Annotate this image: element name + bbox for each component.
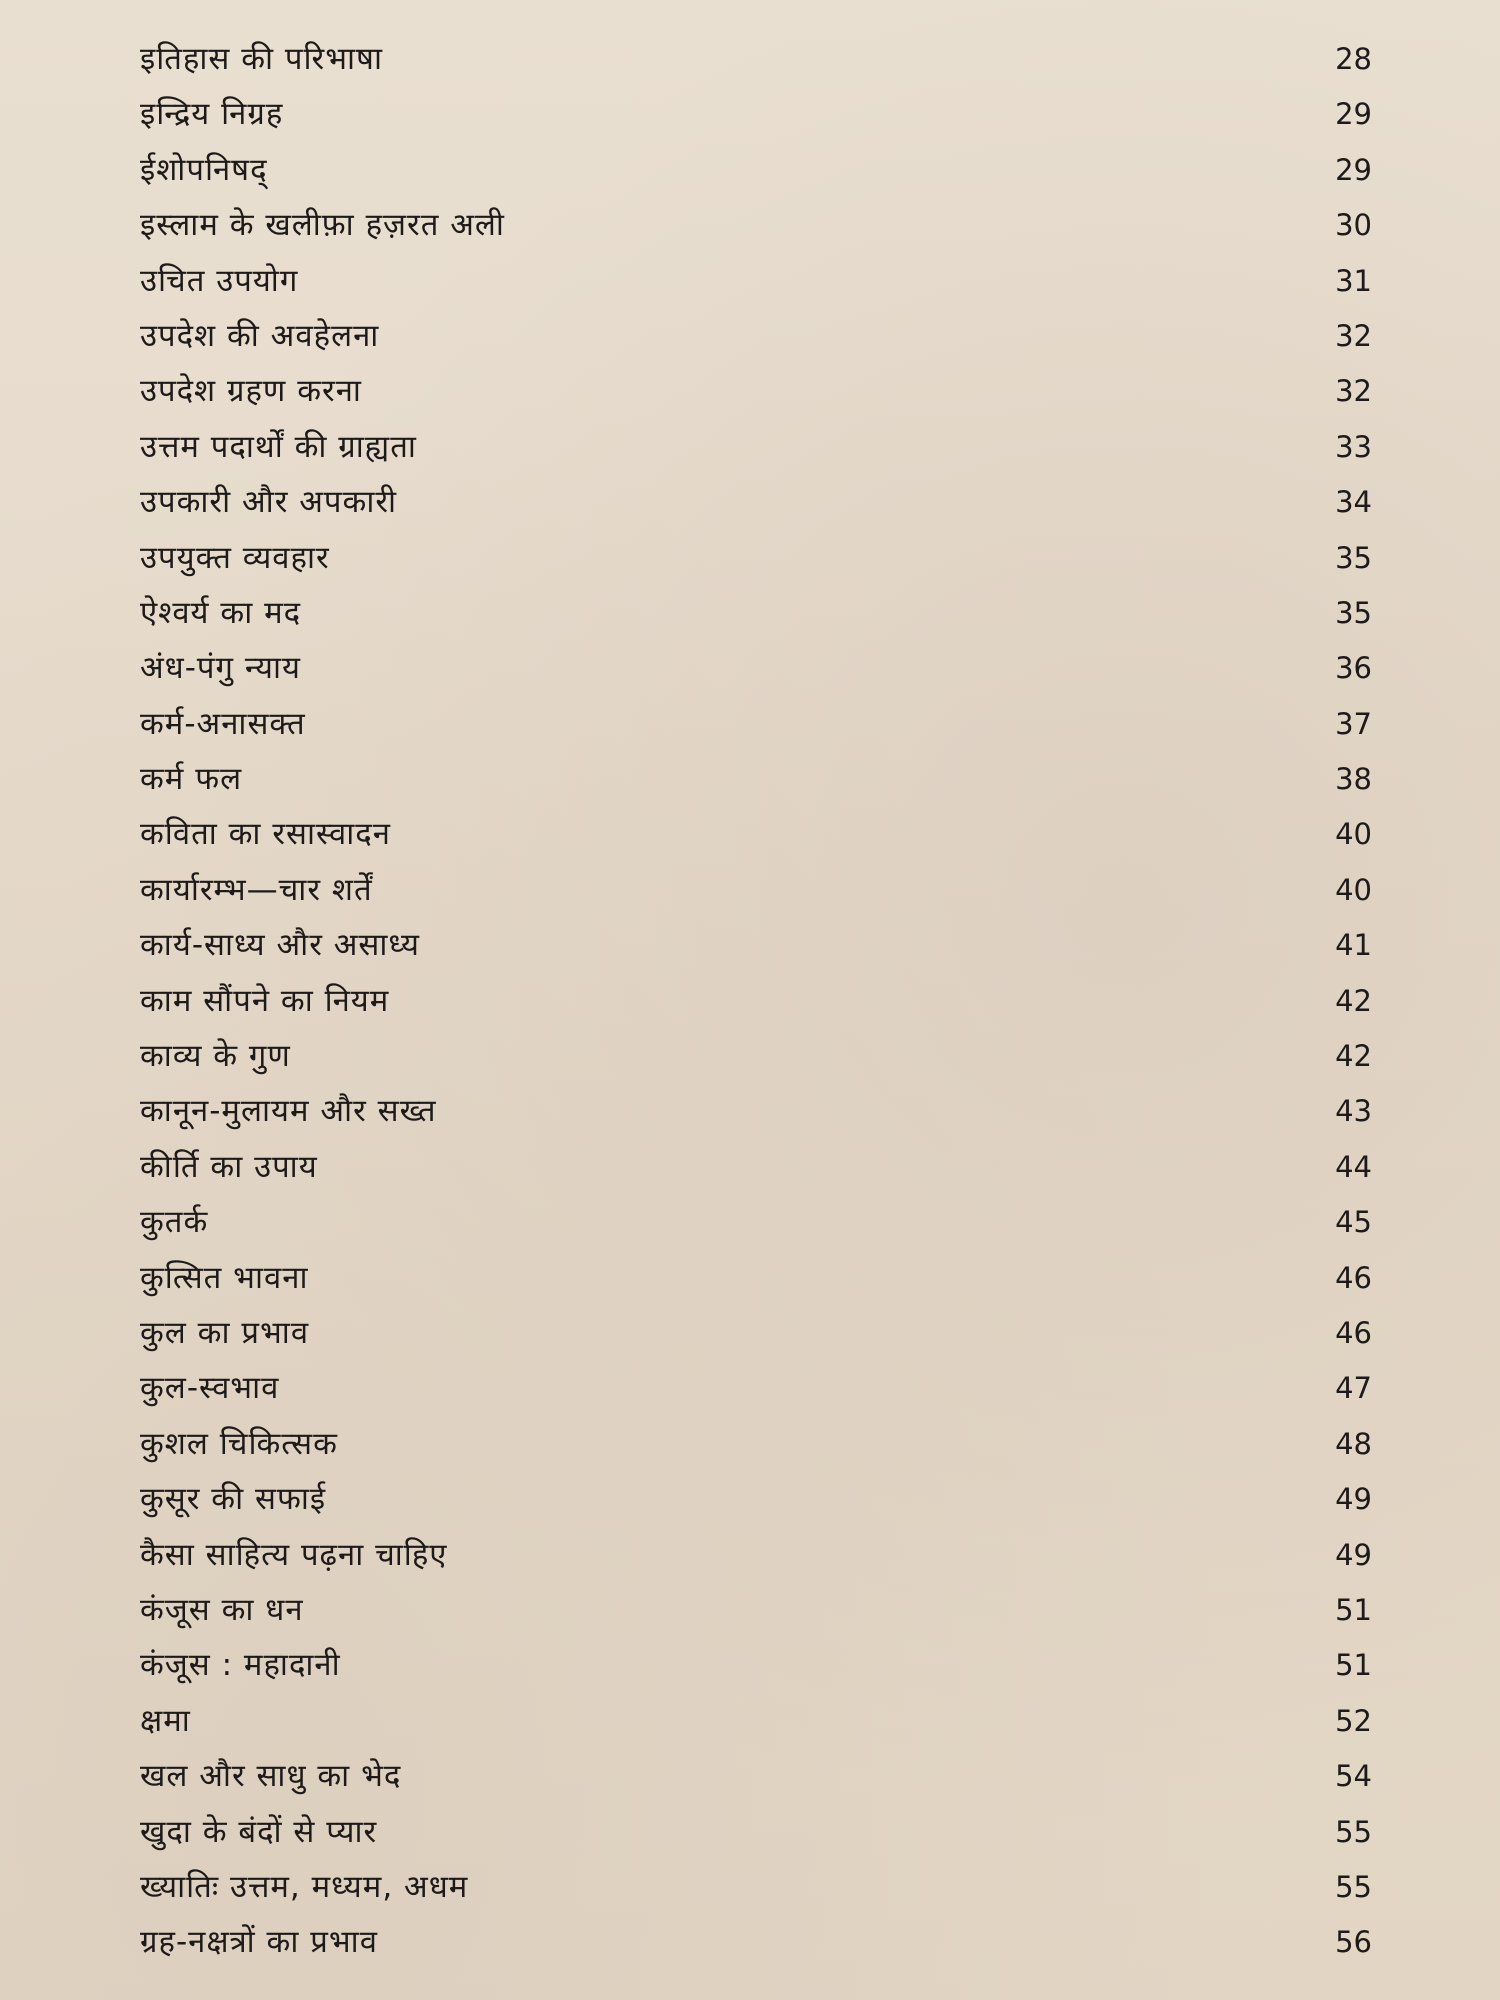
toc-entry xyxy=(140,1029,1372,1084)
toc-entry-page-number: 41 xyxy=(1335,928,1372,963)
toc-entry xyxy=(140,1306,1372,1361)
toc-entry xyxy=(140,1749,1372,1804)
toc-entry-title: कंजूस का धन xyxy=(140,1591,304,1628)
toc-entry-page-number: 46 xyxy=(1335,1260,1372,1295)
toc-entry-page-number: 49 xyxy=(1335,1537,1372,1572)
toc-entry xyxy=(140,1140,1372,1195)
toc-entry-page-number: 46 xyxy=(1335,1315,1372,1350)
toc-entry-title: काव्य के गुण xyxy=(140,1038,291,1075)
toc-entry-page-number: 49 xyxy=(1335,1482,1372,1517)
toc-entry xyxy=(140,475,1372,530)
toc-entry xyxy=(140,420,1372,475)
toc-entry-title: कीर्ति का उपाय xyxy=(140,1148,318,1185)
toc-entry-page-number: 48 xyxy=(1335,1426,1372,1461)
toc-entry xyxy=(140,309,1372,364)
toc-entry xyxy=(140,1805,1372,1860)
toc-entry-title: कानून-मुलायम और सख्त xyxy=(140,1093,437,1130)
toc-entry xyxy=(140,1528,1372,1583)
toc-entry xyxy=(140,1694,1372,1749)
toc-entry xyxy=(140,1417,1372,1472)
toc-entry xyxy=(140,1084,1372,1139)
toc-entry-page-number: 40 xyxy=(1335,817,1372,852)
toc-entry-title: खल और साधु का भेद xyxy=(140,1758,402,1795)
toc-entry-page-number: 47 xyxy=(1335,1371,1372,1406)
toc-entry-title: उचित उपयोग xyxy=(140,262,299,299)
toc-entry xyxy=(140,1251,1372,1306)
toc-entry xyxy=(140,1638,1372,1693)
toc-entry xyxy=(140,697,1372,752)
toc-entry-title: इतिहास की परिभाषा xyxy=(140,41,383,77)
toc-entry-title: उत्तम पदार्थों की ग्राह्यता xyxy=(140,428,417,465)
toc-entry-title: काम सौंपने का नियम xyxy=(140,982,390,1019)
toc-entry-title: कार्यारम्भ—चार शर्तें xyxy=(140,871,373,908)
toc-entry-page-number: 55 xyxy=(1335,1869,1372,1904)
toc-entry xyxy=(140,531,1372,586)
toc-entry-title: ग्रह-नक्षत्रों का प्रभाव xyxy=(140,1924,378,1961)
toc-entry-page-number: 33 xyxy=(1335,429,1372,464)
toc-entry-page-number: 54 xyxy=(1335,1759,1372,1794)
toc-entry-page-number: 42 xyxy=(1335,983,1372,1018)
toc-entry-page-number: 51 xyxy=(1335,1592,1372,1627)
toc-entry-title: कार्य-साध्य और असाध्य xyxy=(140,927,421,964)
toc-entry-page-number: 40 xyxy=(1335,872,1372,907)
toc-entry xyxy=(140,1472,1372,1527)
toc-entry xyxy=(140,1915,1372,1970)
toc-entry-page-number: 45 xyxy=(1335,1205,1372,1240)
toc-entry xyxy=(140,198,1372,253)
toc-entry-title: उपदेश ग्रहण करना xyxy=(140,373,362,410)
toc-entry xyxy=(140,32,1372,87)
toc-entry-title: उपदेश की अवहेलना xyxy=(140,317,380,354)
toc-entry-title: कुत्सित भावना xyxy=(140,1259,309,1296)
toc-entry-page-number: 43 xyxy=(1335,1094,1372,1129)
toc-entry-page-number: 38 xyxy=(1335,762,1372,797)
toc-entry-title: ईशोपनिषद् xyxy=(140,151,268,188)
toc-entry-page-number: 55 xyxy=(1335,1814,1372,1849)
toc-entry-page-number: 32 xyxy=(1335,318,1372,353)
toc-entry-title: कुल का प्रभाव xyxy=(140,1314,310,1351)
toc-entry-page-number: 42 xyxy=(1335,1039,1372,1074)
toc-entry xyxy=(140,143,1372,198)
toc-entry-title: कुसूर की सफाई xyxy=(140,1481,327,1518)
toc-entry-title: कर्म फल xyxy=(140,761,243,798)
toc-entry-title: कुल-स्वभाव xyxy=(140,1370,280,1407)
toc-entry xyxy=(140,254,1372,309)
toc-entry-title: उपयुक्त व्यवहार xyxy=(140,539,330,576)
toc-entry-page-number: 31 xyxy=(1335,263,1372,298)
toc-entry-page-number: 44 xyxy=(1335,1149,1372,1184)
table-of-contents xyxy=(140,32,1372,1971)
toc-entry-title: कुशल चिकित्सक xyxy=(140,1425,338,1462)
toc-entry-title: कैसा साहित्य पढ़ना चाहिए xyxy=(140,1536,448,1573)
toc-entry-page-number: 36 xyxy=(1335,651,1372,686)
toc-entry-page-number: 29 xyxy=(1335,97,1372,132)
toc-entry-title: इन्द्रिय निग्रह xyxy=(140,96,284,133)
toc-entry-title: अंध-पंगु न्याय xyxy=(140,650,301,687)
toc-entry xyxy=(140,1361,1372,1416)
toc-entry-title: कर्म-अनासक्त xyxy=(140,705,306,742)
toc-entry xyxy=(140,1195,1372,1250)
toc-entry-page-number: 56 xyxy=(1335,1925,1372,1960)
toc-entry xyxy=(140,87,1372,142)
toc-entry xyxy=(140,752,1372,807)
toc-entry-title: उपकारी और अपकारी xyxy=(140,484,398,521)
toc-entry xyxy=(140,586,1372,641)
toc-entry-page-number: 51 xyxy=(1335,1648,1372,1683)
toc-entry xyxy=(140,974,1372,1029)
toc-entry-title: ख्यातिः उत्तम, मध्यम, अधम xyxy=(140,1868,469,1905)
toc-entry-title: कविता का रसास्वादन xyxy=(140,816,391,853)
toc-entry xyxy=(140,918,1372,973)
toc-entry xyxy=(140,1860,1372,1915)
toc-entry xyxy=(140,364,1372,419)
toc-entry-title: इस्लाम के खलीफ़ा हज़रत अली xyxy=(140,207,505,244)
toc-entry-title: ऐश्वर्य का मद xyxy=(140,594,302,631)
toc-entry-page-number: 34 xyxy=(1335,485,1372,520)
toc-entry-title: कुतर्क xyxy=(140,1204,209,1241)
toc-entry-page-number: 32 xyxy=(1335,374,1372,409)
toc-entry-page-number: 30 xyxy=(1335,208,1372,243)
toc-entry-title: क्षमा xyxy=(140,1702,191,1739)
toc-entry-title: खुदा के बंदों से प्यार xyxy=(140,1813,378,1850)
toc-entry-title: कंजूस : महादानी xyxy=(140,1647,341,1684)
toc-entry xyxy=(140,641,1372,696)
toc-entry-page-number: 35 xyxy=(1335,595,1372,630)
toc-entry-page-number: 52 xyxy=(1335,1703,1372,1738)
toc-entry xyxy=(140,1583,1372,1638)
toc-entry xyxy=(140,807,1372,862)
toc-entry-page-number: 37 xyxy=(1335,706,1372,741)
toc-entry xyxy=(140,863,1372,918)
toc-entry-page-number: 29 xyxy=(1335,152,1372,187)
toc-entry-page-number: 28 xyxy=(1335,42,1372,76)
toc-entry-page-number: 35 xyxy=(1335,540,1372,575)
